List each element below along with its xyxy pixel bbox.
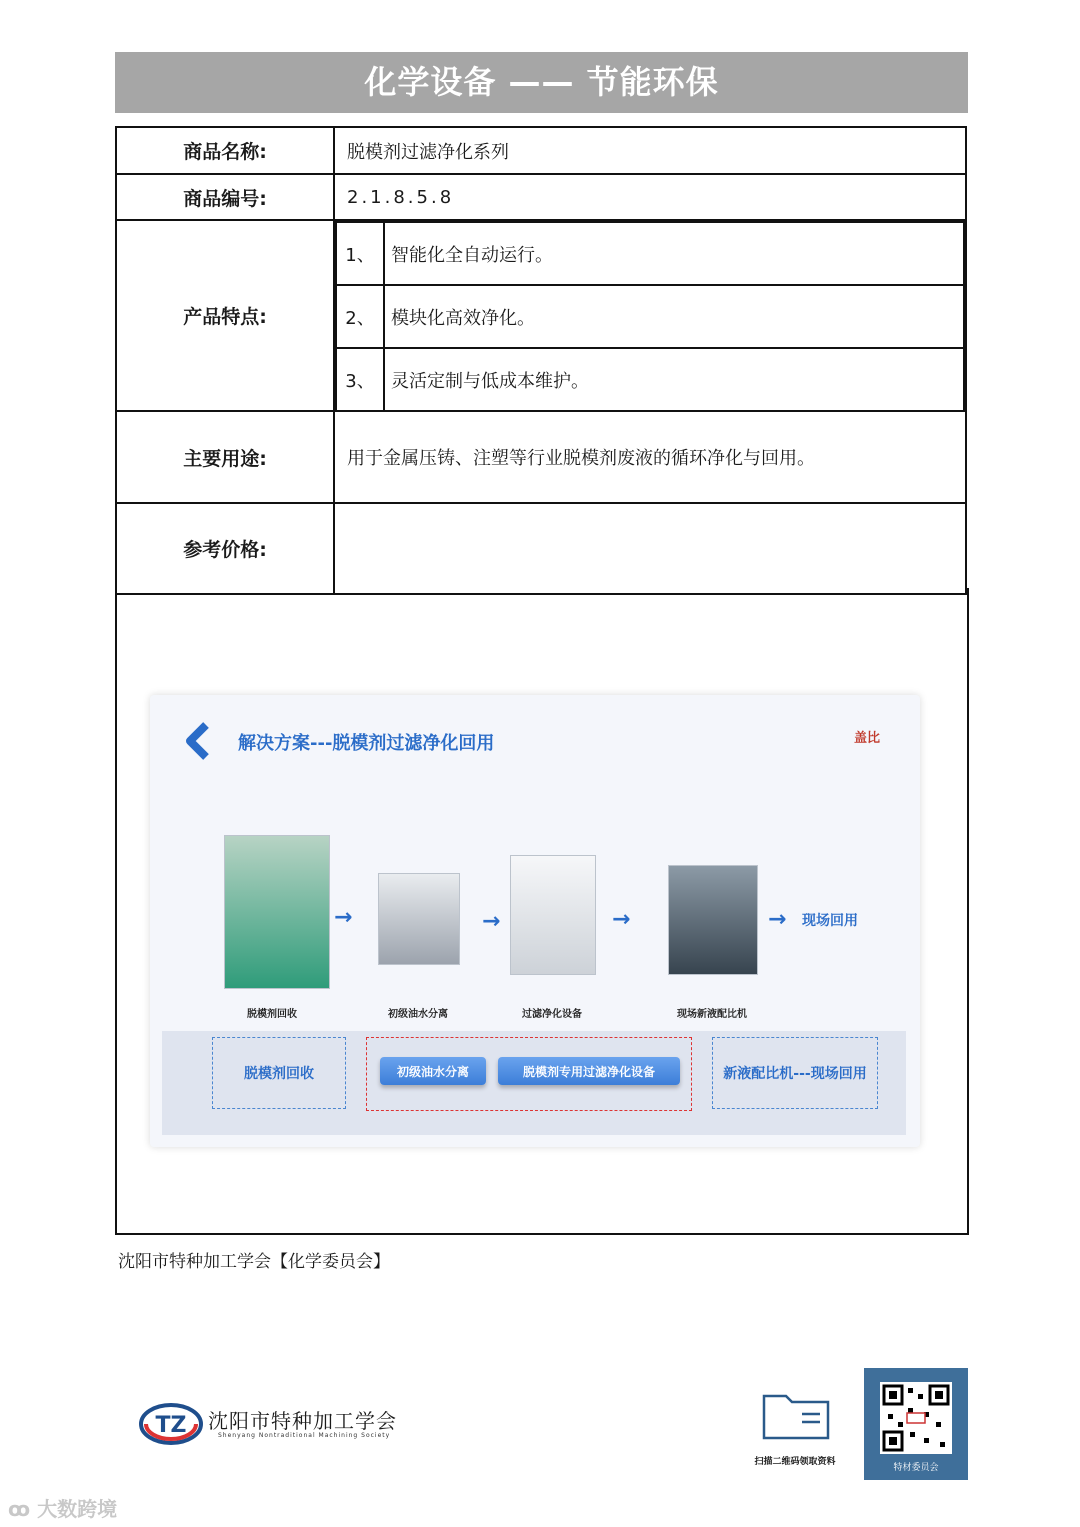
final-step-label: 现场回用 xyxy=(802,913,858,929)
scan-caption: 扫描二维码领取资料 xyxy=(754,1457,836,1467)
feature-number: 2、 xyxy=(336,285,384,348)
page-banner: 化学设备 —— 节能环保 xyxy=(115,52,968,113)
features-list xyxy=(335,221,965,410)
society-logo-icon xyxy=(138,1402,204,1446)
band-pill-filter: 脱模剂专用过滤净化设备 xyxy=(498,1057,680,1085)
oil-water-separator-photo xyxy=(378,873,460,965)
qr-code-icon[interactable] xyxy=(880,1382,952,1454)
flow-arrow-icon: → xyxy=(482,909,501,934)
feature-number: 1、 xyxy=(336,222,384,285)
society-committee-line: 沈阳市特种加工学会【化学委员会】 xyxy=(118,1252,390,1272)
step-caption: 现场新液配比机 xyxy=(677,1009,747,1020)
watermark-logo-icon: ꝏ xyxy=(8,1497,31,1521)
price-label: 参考价格: xyxy=(116,503,334,594)
name-label: 商品名称: xyxy=(116,127,334,174)
feature-row xyxy=(336,222,964,285)
flow-arrow-icon: → xyxy=(612,907,631,932)
flow-arrow-icon: → xyxy=(768,907,787,932)
features-cell xyxy=(334,220,966,411)
band-recovery-box: 脱模剂回收 xyxy=(212,1037,346,1109)
name-value: 脱模剂过滤净化系列 xyxy=(334,127,966,174)
step-caption: 过滤净化设备 xyxy=(522,1009,582,1020)
feature-text: 灵活定制与低成本维护。 xyxy=(384,348,964,410)
recovery-tank-photo xyxy=(224,835,330,989)
feature-number: 3、 xyxy=(336,348,384,410)
spec-table xyxy=(115,126,967,595)
band-reuse-box: 新液配比机---现场回用 xyxy=(712,1037,878,1109)
feature-row xyxy=(336,348,964,410)
folder-icon xyxy=(762,1388,830,1440)
brand-logo: 盖比 xyxy=(853,731,880,746)
watermark xyxy=(8,1493,117,1522)
filter-equipment-photo xyxy=(510,855,596,975)
flow-arrow-icon: → xyxy=(334,905,353,930)
band-pill-separation: 初级油水分离 xyxy=(380,1057,486,1085)
feature-row xyxy=(336,285,964,348)
usage-label: 主要用途: xyxy=(116,411,334,503)
code-value: 2.1.8.5.8 xyxy=(334,174,966,220)
step-caption: 脱模剂回收 xyxy=(247,1009,297,1020)
qr-caption: 特材委员会 xyxy=(893,1463,939,1473)
step-caption: 初级油水分离 xyxy=(388,1009,448,1020)
price-value xyxy=(334,503,966,594)
code-label: 商品编号: xyxy=(116,174,334,220)
feature-text: 智能化全自动运行。 xyxy=(384,222,964,285)
svg-text:TZ: TZ xyxy=(155,1413,187,1438)
feature-text: 模块化高效净化。 xyxy=(384,285,964,348)
qr-panel xyxy=(864,1368,968,1480)
chevron-left-icon xyxy=(180,721,220,761)
solution-slide xyxy=(150,695,920,1147)
watermark-text: 大数跨境 xyxy=(37,1497,118,1521)
features-label: 产品特点: xyxy=(116,220,334,411)
slide-title: 解决方案---脱模剂过滤净化回用 xyxy=(238,733,495,754)
usage-value: 用于金属压铸、注塑等行业脱模剂废液的循环净化与回用。 xyxy=(334,411,966,503)
mixing-machine-photo xyxy=(668,865,758,975)
society-logo-name: 沈阳市特种加工学会 xyxy=(208,1409,397,1433)
society-logo-english: Shenyang Nontraditional Machining Society xyxy=(218,1432,391,1439)
